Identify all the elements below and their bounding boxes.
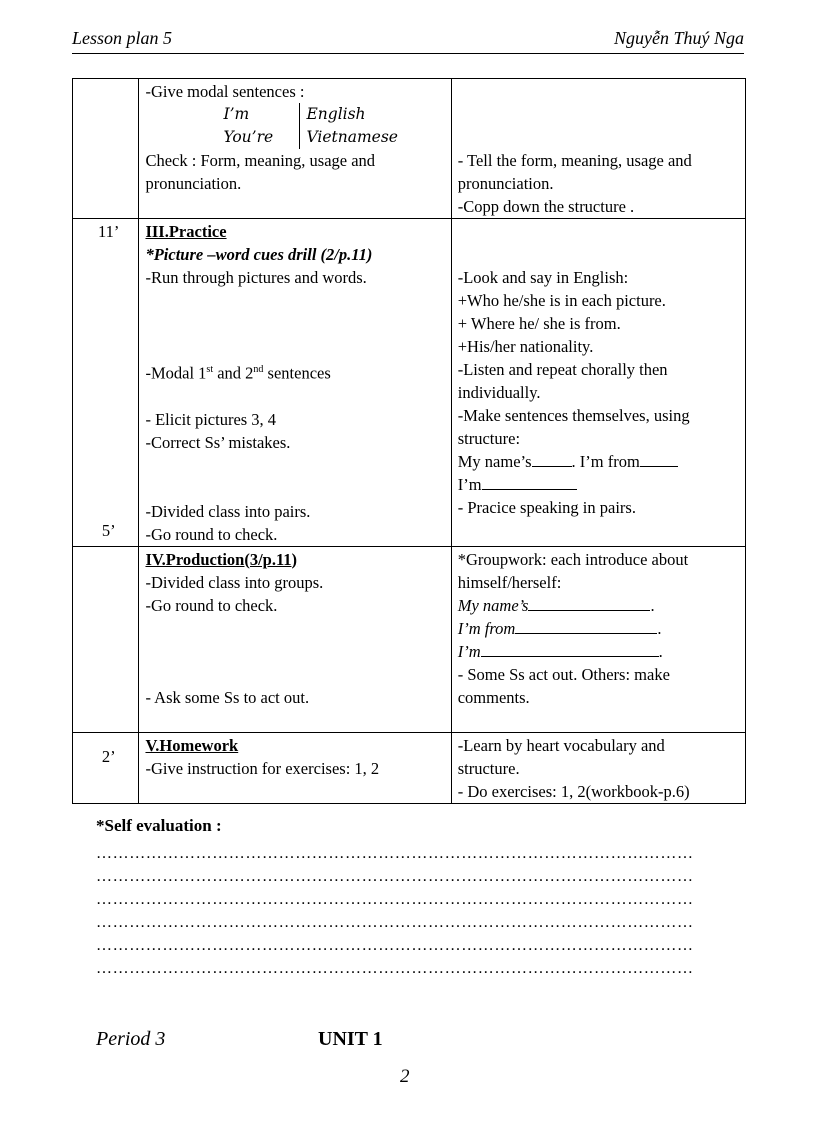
teacher-activity-cell xyxy=(139,732,451,803)
row-presentation xyxy=(73,79,746,219)
student-line: -Learn by heart vocabulary and xyxy=(457,735,665,755)
teacher-line: -Go round to check. xyxy=(145,595,278,615)
header-rule xyxy=(72,53,744,54)
row-practice xyxy=(73,219,746,547)
student-line: - Do exercises: 1, 2(workbook-p.6) xyxy=(457,781,690,801)
check-text: Check : Form, meaning, usage and xyxy=(145,151,376,170)
time-cell xyxy=(73,79,139,219)
student-line: individually. xyxy=(457,383,541,402)
fill-in-structure: I’m xyxy=(458,473,745,496)
page-number: 2 xyxy=(400,1066,410,1087)
time-cell xyxy=(73,219,139,547)
teacher-line: - Ask some Ss to act out. xyxy=(145,687,310,707)
unit-label: UNIT 1 xyxy=(318,1028,383,1050)
teacher-line: - Elicit pictures 3, 4 xyxy=(145,409,277,429)
self-evaluation-lines xyxy=(96,842,732,980)
time-cell xyxy=(73,732,139,803)
student-line: -Listen and repeat chorally then xyxy=(457,360,668,379)
modal-nationality: English xyxy=(306,105,366,123)
dotted-line: ……………………………………………………………………………………………… xyxy=(96,914,694,931)
give-modal-text: -Give modal sentences : xyxy=(145,82,305,101)
student-line: comments. xyxy=(457,687,530,707)
student-line: pronunciation. xyxy=(457,174,554,193)
student-activity-cell xyxy=(451,219,745,547)
student-line: -Make sentences themselves, using xyxy=(457,406,690,425)
row-production xyxy=(73,546,746,732)
row-homework xyxy=(73,732,746,803)
modal-pronoun: I’m xyxy=(223,105,250,123)
teacher-activity-cell xyxy=(139,546,451,732)
student-line: +His/her nationality. xyxy=(457,337,594,356)
time-practice: 11’ xyxy=(98,222,120,241)
student-activity-cell xyxy=(451,732,745,803)
student-line: + Where he/ she is from. xyxy=(457,314,621,333)
student-line: - Some Ss act out. Others: make xyxy=(457,664,670,684)
fill-in-structure: I’m . xyxy=(457,641,663,661)
student-activity-cell xyxy=(451,79,745,219)
student-line: -Copp down the structure . xyxy=(457,197,635,216)
modal-sentences-line: -Modal 1st and 2nd sentences xyxy=(145,363,331,383)
student-line: +Who he/she is in each picture. xyxy=(457,291,666,310)
modal-nationality: Vietnamese xyxy=(306,128,398,146)
header-lesson-plan: Lesson plan 5 xyxy=(72,28,173,48)
modal-pronoun: You’re xyxy=(223,128,274,146)
header-author: Nguyễn Thuý Nga xyxy=(614,28,744,48)
lesson-plan-table xyxy=(72,78,746,804)
self-evaluation-label: *Self evaluation : xyxy=(96,816,222,835)
check-text: pronunciation. xyxy=(145,174,242,193)
time-homework: 2’ xyxy=(101,746,116,766)
dotted-line: ……………………………………………………………………………………………… xyxy=(96,845,694,862)
section-heading-practice: III.Practice xyxy=(145,222,227,241)
student-line: *Groupwork: each introduce about xyxy=(457,549,689,569)
dotted-line: ……………………………………………………………………………………………… xyxy=(96,868,694,885)
fill-in-structure: I’m from . xyxy=(457,618,662,638)
teacher-line: -Divided class into pairs. xyxy=(145,501,311,521)
student-line: structure. xyxy=(457,758,520,778)
student-line: - Tell the form, meaning, usage and xyxy=(457,151,692,170)
dotted-line: ……………………………………………………………………………………………… xyxy=(96,937,694,954)
teacher-activity-cell xyxy=(139,79,451,219)
section-heading-homework: V.Homework xyxy=(145,735,239,755)
student-activity-cell xyxy=(451,546,745,732)
student-line: - Pracice speaking in pairs. xyxy=(457,498,636,517)
student-line: -Look and say in English: xyxy=(457,268,629,287)
teacher-line: -Correct Ss’ mistakes. xyxy=(145,432,291,452)
fill-in-structure: My name’s . xyxy=(457,595,655,615)
student-line: structure: xyxy=(457,429,521,448)
teacher-activity-cell xyxy=(139,219,451,547)
drill-title: *Picture –word cues drill (2/p.11) xyxy=(145,245,373,264)
dotted-line: ……………………………………………………………………………………………… xyxy=(96,960,694,977)
dotted-line: ……………………………………………………………………………………………… xyxy=(96,891,694,908)
page-header xyxy=(72,28,744,52)
teacher-line: -Run through pictures and words. xyxy=(145,268,367,287)
time-cell xyxy=(73,546,139,732)
modal-sentences-box xyxy=(223,103,450,149)
student-line: himself/herself: xyxy=(457,572,562,592)
teacher-line: -Divided class into groups. xyxy=(145,572,324,592)
section-heading-production: IV.Production(3/p.11) xyxy=(145,549,298,569)
time-check: 5’ xyxy=(101,521,116,540)
fill-in-structure: My name’s . I’m from xyxy=(458,450,745,473)
period-label: Period 3 xyxy=(96,1028,166,1050)
teacher-line: -Give instruction for exercises: 1, 2 xyxy=(145,758,380,778)
teacher-line: -Go round to check. xyxy=(145,524,278,544)
